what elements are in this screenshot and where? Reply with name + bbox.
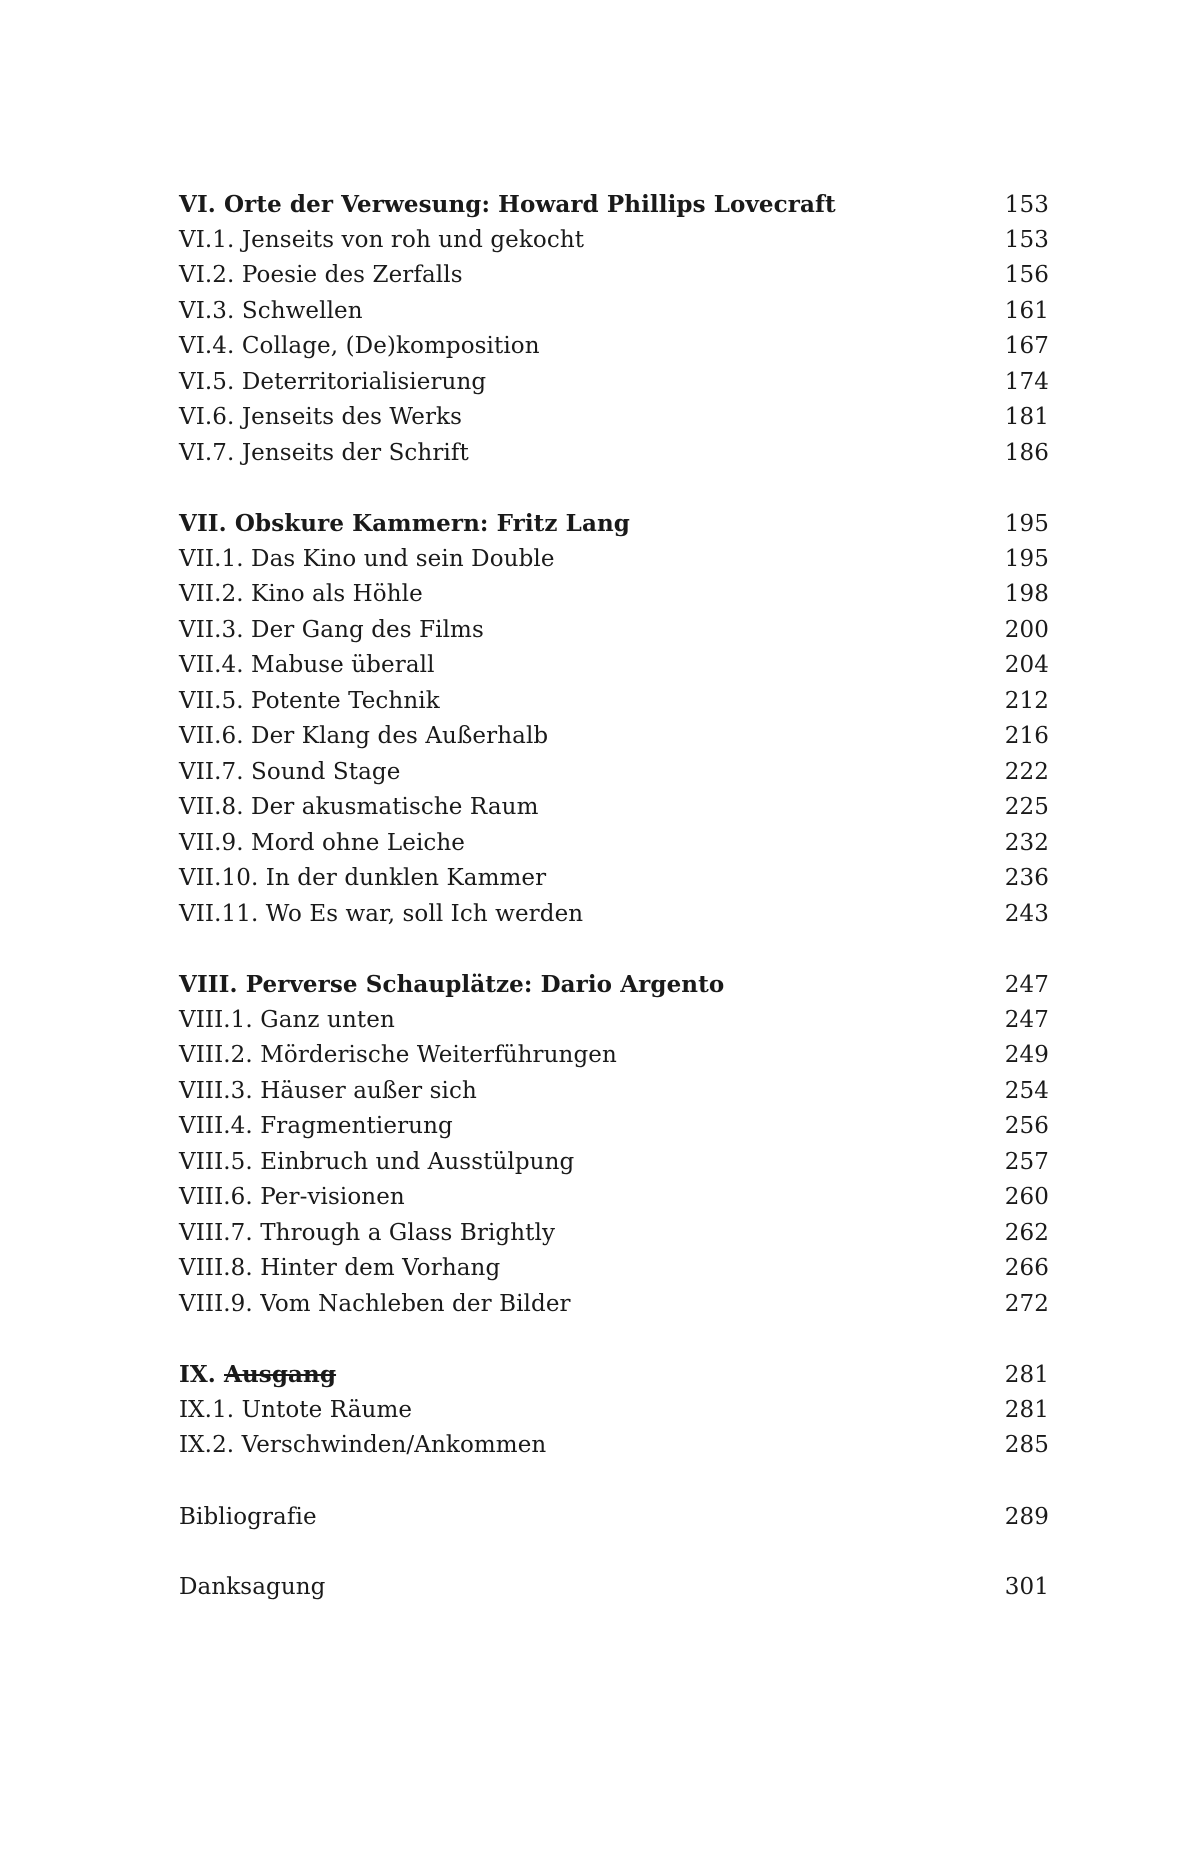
entry-title: VIII.4. Fragmentierung <box>179 1113 453 1139</box>
page-number: 232 <box>1004 829 1049 856</box>
entry-title: VII.8. Der akusmatische Raum <box>179 794 539 820</box>
entry-title: VI.5. Deterritorialisierung <box>179 368 487 395</box>
toc-section-vii <box>179 506 1049 932</box>
entry-title: VIII.9. Vom Nachleben der Bilder <box>179 1290 571 1317</box>
toc-entry <box>179 400 1049 436</box>
entry-title: VIII.1. Ganz unten <box>179 1006 395 1033</box>
toc-section-vi <box>179 187 1049 471</box>
entry-title: Bibliografie <box>179 1503 317 1530</box>
page-number: 289 <box>1004 1503 1049 1530</box>
page-number: 236 <box>1004 865 1049 891</box>
page-number: 174 <box>1004 368 1049 395</box>
toc-entry <box>179 223 1049 259</box>
page-number: 266 <box>1004 1255 1049 1281</box>
toc-entry <box>179 1287 1049 1323</box>
toc-section-viii <box>179 967 1049 1322</box>
toc-entry <box>179 1038 1049 1074</box>
page-number: 243 <box>1004 900 1049 927</box>
page-number: 216 <box>1004 723 1049 749</box>
toc-back-matter-bibliografie <box>179 1500 1049 1536</box>
page-number: 301 <box>1004 1574 1049 1600</box>
toc-entry <box>179 577 1049 613</box>
entry-title: VII.10. In der dunklen Kammer <box>179 865 547 891</box>
page-number: 247 <box>1004 1006 1049 1033</box>
page-number: 257 <box>1004 1148 1049 1175</box>
toc-entry-acknowledgements <box>179 1570 1049 1606</box>
toc-entry <box>179 1003 1049 1039</box>
entry-title: VIII.8. Hinter dem Vorhang <box>179 1255 501 1281</box>
toc-entry <box>179 897 1049 933</box>
page-number: 260 <box>1004 1184 1049 1210</box>
chapter-title <box>179 1357 336 1393</box>
page-number: 153 <box>1004 192 1049 218</box>
toc-back-matter-danksagung <box>179 1570 1049 1606</box>
chapter-title: VI. Orte der Verwesung: Howard Phillips Lovecraft <box>179 191 836 218</box>
entry-title: VII.6. Der Klang des Außerhalb <box>179 723 549 749</box>
page-number: 272 <box>1004 1290 1049 1317</box>
entry-title: VI.3. Schwellen <box>179 297 363 324</box>
toc-entry <box>179 1145 1049 1181</box>
entry-title: VII.4. Mabuse überall <box>179 652 435 678</box>
entry-title: VIII.5. Einbruch und Ausstülpung <box>179 1148 575 1175</box>
chapter-title: VIII. Perverse Schauplätze: Dario Argento <box>179 971 725 998</box>
chapter-title-struck: Ausgang <box>224 1361 337 1388</box>
toc-section-ix <box>179 1357 1049 1464</box>
chapter-title: VII. Obskure Kammern: Fritz Lang <box>179 510 630 537</box>
entry-title: VII.1. Das Kino und sein Double <box>179 545 555 572</box>
toc-entry <box>179 1180 1049 1216</box>
entry-title: VII.9. Mord ohne Leiche <box>179 829 466 856</box>
toc-entry-bibliography <box>179 1500 1049 1536</box>
toc-entry <box>179 365 1049 401</box>
toc-entry <box>179 755 1049 791</box>
page-number: 225 <box>1004 794 1049 820</box>
toc-entry <box>179 719 1049 755</box>
entry-title: VI.6. Jenseits des Werks <box>179 404 462 430</box>
toc-chapter-heading <box>179 967 1049 1003</box>
toc-entry <box>179 790 1049 826</box>
toc-entry <box>179 1074 1049 1110</box>
toc-entry <box>179 1109 1049 1145</box>
entry-title: VIII.2. Mörderische Weiterführungen <box>179 1042 617 1068</box>
table-of-contents <box>179 187 1049 1641</box>
page-number: 247 <box>1004 972 1049 998</box>
page-number: 254 <box>1004 1077 1049 1104</box>
toc-entry <box>179 684 1049 720</box>
page-number: 156 <box>1004 262 1049 288</box>
toc-entry <box>179 542 1049 578</box>
toc-entry <box>179 1251 1049 1287</box>
page-number: 285 <box>1004 1432 1049 1458</box>
entry-title: VII.11. Wo Es war, soll Ich werden <box>179 900 584 927</box>
entry-title: VII.3. Der Gang des Films <box>179 616 484 643</box>
page-number: 222 <box>1004 758 1049 785</box>
page-number: 249 <box>1004 1042 1049 1068</box>
page-number: 281 <box>1004 1396 1049 1423</box>
page-number: 153 <box>1004 226 1049 253</box>
entry-title: VII.7. Sound Stage <box>179 758 401 785</box>
page-number: 161 <box>1004 297 1049 324</box>
page-number: 186 <box>1004 439 1049 466</box>
page-number: 195 <box>1004 511 1049 537</box>
entry-title: IX.1. Untote Räume <box>179 1396 413 1423</box>
toc-entry <box>179 1393 1049 1429</box>
toc-entry <box>179 1428 1049 1464</box>
entry-title: VI.4. Collage, (De)komposition <box>179 333 540 359</box>
toc-chapter-heading <box>179 187 1049 223</box>
entry-title: Danksagung <box>179 1574 326 1600</box>
toc-chapter-heading <box>179 1357 1049 1393</box>
toc-entry <box>179 861 1049 897</box>
entry-title: VI.1. Jenseits von roh und gekocht <box>179 226 585 253</box>
entry-title: IX.2. Verschwinden/Ankommen <box>179 1432 547 1458</box>
toc-entry <box>179 1216 1049 1252</box>
entry-title: VIII.3. Häuser außer sich <box>179 1077 477 1104</box>
entry-title: VI.2. Poesie des Zerfalls <box>179 262 463 288</box>
page-number: 198 <box>1004 581 1049 607</box>
entry-title: VII.2. Kino als Höhle <box>179 581 423 607</box>
toc-entry <box>179 826 1049 862</box>
toc-entry <box>179 258 1049 294</box>
page-number: 195 <box>1004 545 1049 572</box>
page-number: 262 <box>1004 1219 1049 1246</box>
page-number: 181 <box>1004 404 1049 430</box>
toc-entry <box>179 329 1049 365</box>
page-number: 167 <box>1004 333 1049 359</box>
page-number: 256 <box>1004 1113 1049 1139</box>
toc-chapter-heading <box>179 506 1049 542</box>
page-number: 212 <box>1004 687 1049 714</box>
entry-title: VIII.7. Through a Glass Brightly <box>179 1219 556 1246</box>
chapter-number: IX. <box>179 1361 216 1388</box>
entry-title: VII.5. Potente Technik <box>179 687 440 714</box>
toc-entry <box>179 648 1049 684</box>
entry-title: VI.7. Jenseits der Schrift <box>179 439 469 466</box>
toc-entry <box>179 436 1049 472</box>
toc-entry <box>179 294 1049 330</box>
entry-title: VIII.6. Per-visionen <box>179 1184 405 1210</box>
page-number: 200 <box>1004 616 1049 643</box>
toc-entry <box>179 613 1049 649</box>
page-number: 281 <box>1004 1362 1049 1388</box>
page-number: 204 <box>1004 652 1049 678</box>
